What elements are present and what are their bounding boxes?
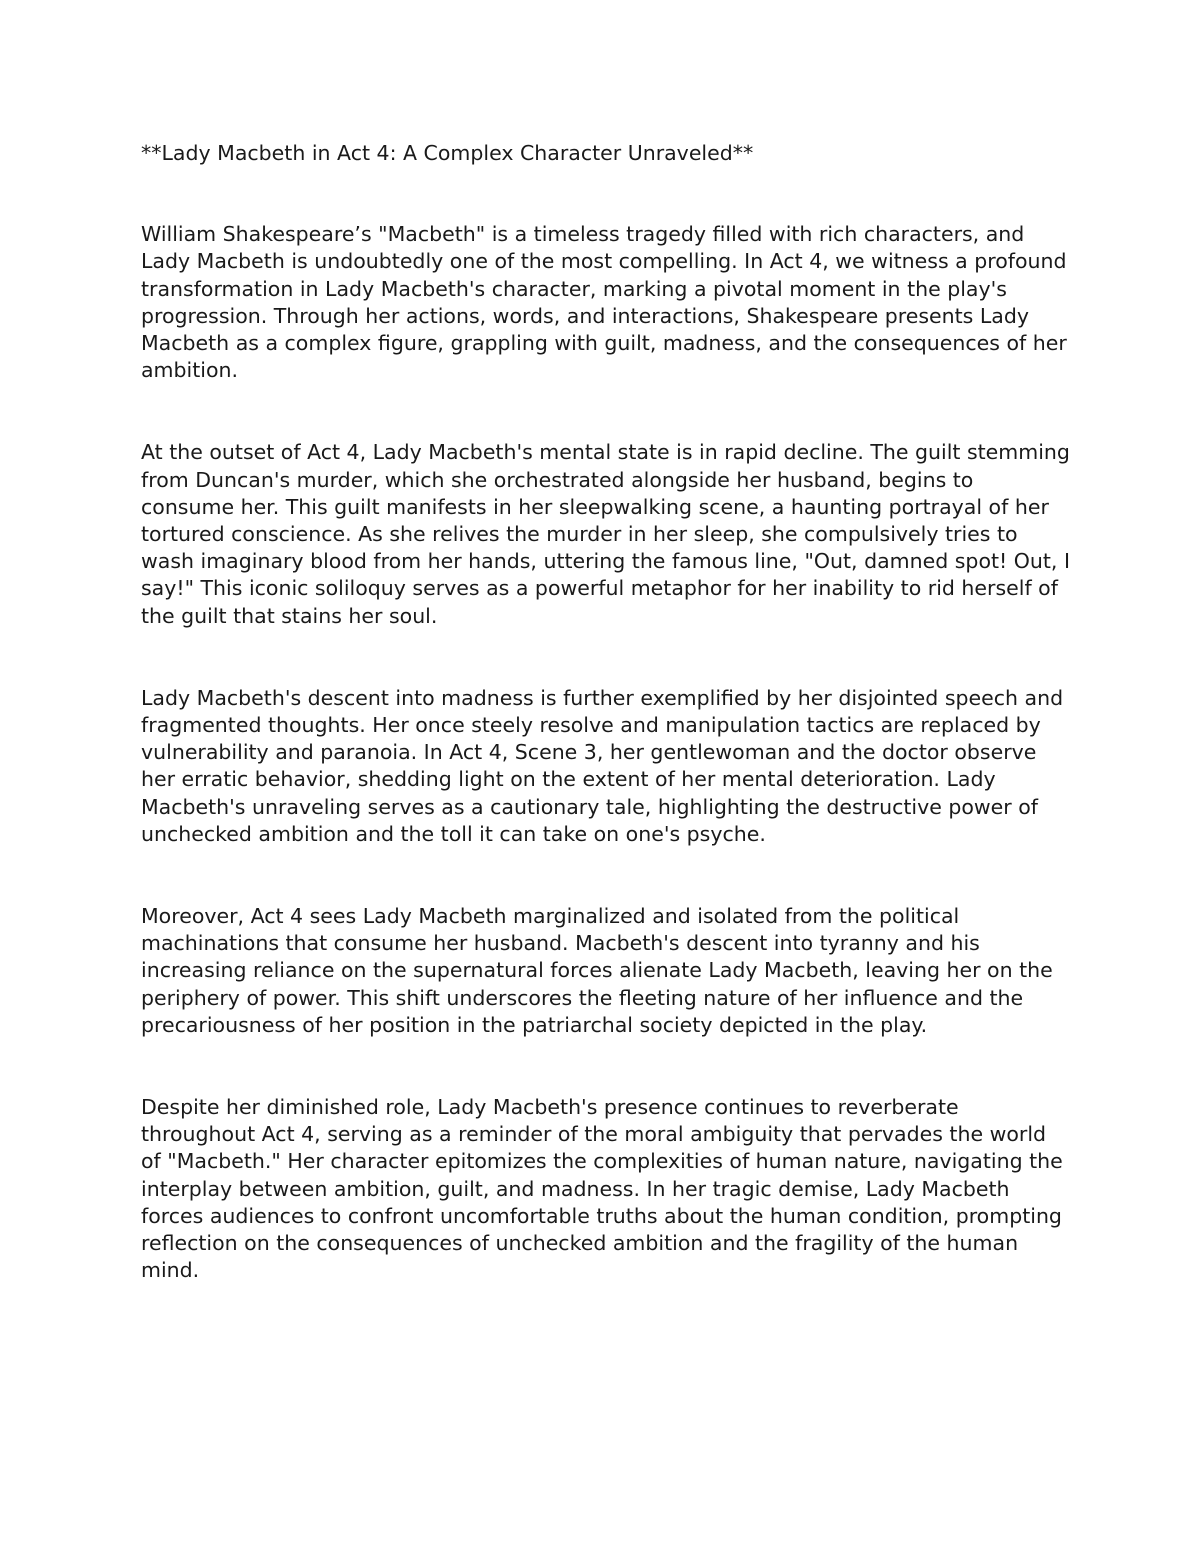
paragraph-guilt: At the outset of Act 4, Lady Macbeth's mental state is in rapid decline. The guilt stemming from Duncan's murder, which she orchestrated alongside her husband, begins to consume her. This guilt manifests in her sleepwalking scene, a haunting portrayal of her tortured conscience. As she relives the murder in her sleep, she compulsively tries to wash imaginary blood from her hands, uttering the famous line, "Out, damned spot! Out, I say!" This iconic soliloquy serves as a powerful metaphor for her inability to rid herself of the guilt that stains her soul. <box>141 440 1071 628</box>
paragraph-madness: Lady Macbeth's descent into madness is further exemplified by her disjointed speech and fragmented thoughts. Her once steely resolve and manipulation tactics are replaced by vulnerability and paranoia. In Act 4, Scene 3, her gentlewoman and the doctor observe her erratic behavior, shedding light on the extent of her mental deterioration. Lady Macbeth's unraveling serves as a cautionary tale, highlighting the destructive power of unchecked ambition and the toll it can take on one's psyche. <box>141 685 1064 846</box>
paragraph-isolation: Moreover, Act 4 sees Lady Macbeth marginalized and isolated from the political machinations that consume her husband. Macbeth's descent into tyranny and his increasing reliance on the supernatural forces alienate Lady Macbeth, leaving her on the periphery of power. This shift underscores the fleeting nature of her influence and the precariousness of her position in the patriarchal society depicted in the play. <box>141 904 1053 1037</box>
paragraph-intro: William Shakespeare’s "Macbeth" is a timeless tragedy filled with rich characters, and Lady Macbeth is undoubtedly one of the most compelling. In Act 4, we witness a profound transformation in Lady Macbeth's character, marking a pivotal moment in the play's progression. Through her actions, words, and interactions, Shakespeare presents Lady Macbeth as a complex figure, grappling with guilt, madness, and the consequences of her ambition. <box>141 222 1067 383</box>
document-body <box>141 140 1071 1285</box>
document-title: **Lady Macbeth in Act 4: A Complex Character Unraveled** <box>141 141 754 165</box>
paragraph-conclusion: Despite her diminished role, Lady Macbeth's presence continues to reverberate throughout Act 4, serving as a reminder of the moral ambiguity that pervades the world of "Macbeth." Her character epitomizes the complexities of human nature, navigating the interplay between ambition, guilt, and madness. In her tragic demise, Lady Macbeth forces audiences to confront uncomfortable truths about the human condition, prompting reflection on the consequences of unchecked ambition and the fragility of the human mind. <box>141 1095 1063 1283</box>
